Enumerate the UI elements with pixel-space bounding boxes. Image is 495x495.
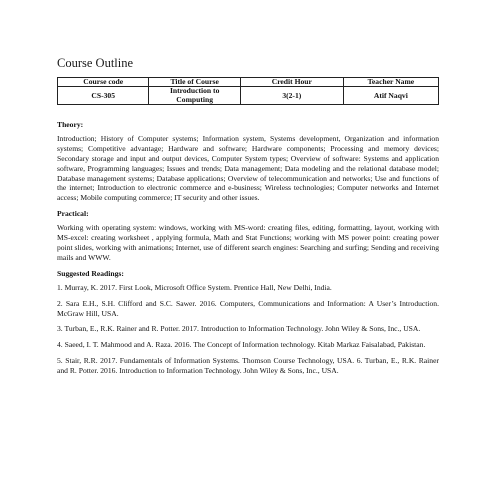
header-credit-hour: Credit Hour [240, 78, 343, 87]
theory-heading: Theory: [57, 120, 84, 129]
reading-item: 5. Stair, R.R. 2017. Fundamentals of Information Systems. Thomson Course Technology, USA. 6. Turban, E., R.K. Rainer and R. Potter. 2016. Introduction to Information Technology. John Wiley & Sons, Inc., USA. [57, 356, 439, 376]
header-title-of-course: Title of Course [149, 78, 240, 87]
cell-course-title: Introduction to Computing [149, 87, 240, 105]
readings-heading: Suggested Readings: [57, 268, 124, 278]
course-content [57, 120, 439, 382]
reading-item: 3. Turban, E., R.K. Rainer and R. Potter. 2017. Introduction to Information Technology. John Wiley & Sons, Inc., USA. [57, 324, 421, 334]
reading-item: 4. Saeed, I. T. Mahmood and A. Raza. 2016. The Concept of Information technology. Kitab Markaz Faisalabad, Pakistan. [57, 340, 426, 350]
cell-course-code: CS-305 [58, 87, 149, 105]
practical-text: Working with operating system: windows, working with MS-word: creating files, editing, formatting, layout, working with MS-excel: creating worksheet , applying formula, Math and Stat Functions; working with MS power point: creating power point slides, working with animations; Internet, use of different search engines: Searching and surfing; Sending and receiving mails and WWW. [57, 223, 439, 262]
header-course-code: Course code [58, 78, 149, 87]
course-info-table [57, 77, 439, 105]
practical-heading: Practical: [57, 209, 89, 219]
table-header-row [58, 78, 439, 87]
page-title: Course Outline [57, 56, 134, 70]
reading-item: 1. Murray, K. 2017. First Look, Microsoft Office System. Prentice Hall, New Delhi, India. [57, 282, 332, 292]
header-teacher-name: Teacher Name [343, 78, 438, 87]
theory-text: Introduction; History of Computer systems; Information system, Systems development, Organization and information systems; Competitive advantage; Hardware and software; Hardware components; Processing and memory devices; Secondary storage and input and output devices, Computer System types; Overview of software: Systems and application software, Programming languages; Issues and trends; Data management; Data modeling and the relational database model; Database management systems; Database applications; Overview of telecommunication and networks; Use and functions of the internet; Introduction to electronic commerce and e-business; Wireless technologies; Computer networks and Internet access; Mobile computing commerce; IT security and other issues. [57, 133, 439, 203]
reading-item: 2. Sara E.H., S.H. Clifford and S.C. Sawer. 2016. Computers, Communications and Information: A User’s Introduction. McGraw Hill, USA. [57, 298, 439, 318]
cell-teacher-name: Atif Naqvi [343, 87, 438, 105]
cell-credit-hour: 3(2-1) [240, 87, 343, 105]
table-row [58, 87, 439, 105]
